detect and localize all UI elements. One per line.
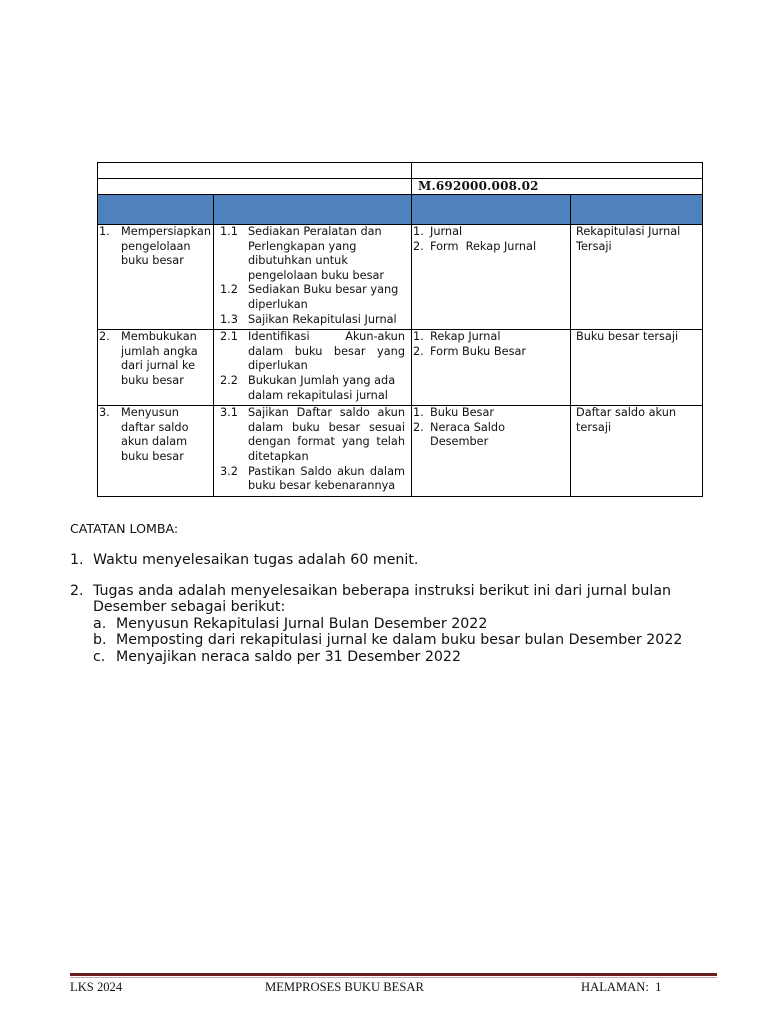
note-text: Tugas anda adalah menyelesaikan beberapa instruksi berikut ini dari jurnal bulan Desember sebagai berikut: xyxy=(93,582,672,615)
instrument-item xyxy=(412,406,570,421)
criteria-item xyxy=(214,465,411,494)
criteria-item xyxy=(214,406,411,464)
note-number: 2. xyxy=(70,582,84,599)
element-number: 1. xyxy=(99,225,110,238)
criteria-text: Sediakan Buku besar yang diperlukan xyxy=(248,283,399,311)
page-footer xyxy=(70,979,717,995)
task-letter: b. xyxy=(93,632,107,648)
element-cell xyxy=(98,225,214,330)
criteria-cell xyxy=(214,225,412,330)
instrument-cell xyxy=(412,406,571,497)
result-text: Daftar saldo akun tersaji xyxy=(576,406,677,434)
result-cell xyxy=(571,406,703,497)
unit-code-left-cell xyxy=(98,179,412,195)
criteria-text: Bukukan Jumlah yang ada dalam rekapitulasi jurnal xyxy=(248,373,396,402)
task-letter: a. xyxy=(93,615,107,632)
instrument-text: Form Rekap Jurnal xyxy=(430,239,537,253)
header-cell-element xyxy=(98,195,214,225)
instrument-number: 1. xyxy=(413,330,424,344)
instrument-text: Neraca Saldo Desember xyxy=(430,420,506,449)
instrument-number: 1. xyxy=(413,406,424,420)
note-body xyxy=(93,583,720,666)
table-top-left-cell xyxy=(98,163,412,179)
criteria-text: Sajikan Rekapitulasi Jurnal xyxy=(248,312,397,326)
task-subitem xyxy=(93,649,720,666)
element-text: Mempersiapkan pengelolaan buku besar xyxy=(121,225,212,268)
instrument-item xyxy=(412,421,570,450)
instrument-item xyxy=(412,225,570,240)
criteria-item xyxy=(214,330,411,374)
note-item xyxy=(70,583,720,666)
criteria-number: 3.2 xyxy=(220,464,238,478)
task-subitem xyxy=(93,632,720,649)
instrument-text: Jurnal xyxy=(430,225,463,238)
criteria-text: Sajikan Daftar saldo akun dalam buku besar sesuai dengan format yang telah ditetapkan xyxy=(248,406,405,463)
instrument-cell xyxy=(412,225,571,330)
note-text: Waktu menyelesaikan tugas adalah 60 menit. xyxy=(93,552,419,568)
result-cell xyxy=(571,330,703,406)
unit-code-row xyxy=(98,179,703,195)
note-number: 1. xyxy=(70,552,84,568)
header-cell-criteria xyxy=(214,195,412,225)
instrument-item xyxy=(412,330,570,345)
criteria-number: 2.2 xyxy=(220,373,238,387)
task-text: Menyusun Rekapitulasi Jurnal Bulan Desember 2022 xyxy=(116,615,488,632)
criteria-item xyxy=(214,225,411,283)
task-letter: c. xyxy=(93,648,106,665)
criteria-item xyxy=(214,313,411,328)
element-cell xyxy=(98,406,214,497)
task-text: Memposting dari rekapitulasi jurnal ke dalam buku besar bulan Desember 2022 xyxy=(116,632,683,648)
footer-divider-thin xyxy=(70,977,717,978)
instrument-number: 1. xyxy=(413,225,424,238)
criteria-number: 2.1 xyxy=(220,330,238,344)
criteria-text: Identifikasi Akun-akun dalam buku besar yang diperlukan xyxy=(248,330,405,373)
competition-notes xyxy=(70,521,720,665)
result-text: Buku besar tersaji xyxy=(576,330,679,344)
instrument-number: 2. xyxy=(413,420,424,434)
criteria-cell xyxy=(214,406,412,497)
instrument-item xyxy=(412,240,570,255)
element-cell xyxy=(98,330,214,406)
footer-event: LKS 2024 xyxy=(70,980,123,994)
competency-table xyxy=(97,162,703,497)
notes-list xyxy=(70,552,720,665)
table-top-row xyxy=(98,163,703,179)
instrument-number: 2. xyxy=(413,239,424,253)
criteria-number: 1.2 xyxy=(220,283,238,297)
criteria-item xyxy=(214,374,411,403)
instrument-number: 2. xyxy=(413,344,424,358)
element-text: Menyusun daftar saldo akun dalam buku besar xyxy=(121,406,189,463)
header-cell-instrument xyxy=(412,195,571,225)
task-subitem xyxy=(93,616,720,633)
criteria-number: 1.3 xyxy=(220,312,238,326)
element-number: 2. xyxy=(99,330,110,344)
table-row xyxy=(98,225,703,330)
header-cell-result xyxy=(571,195,703,225)
table-row xyxy=(98,406,703,497)
instrument-text: Form Buku Besar xyxy=(430,344,527,358)
table-header-row xyxy=(98,195,703,225)
task-text: Menyajikan neraca saldo per 31 Desember 2022 xyxy=(116,648,461,665)
instrument-text: Buku Besar xyxy=(430,406,495,420)
criteria-item xyxy=(214,283,411,312)
criteria-text: Sediakan Peralatan dan Perlengkapan yang dibutuhkan untuk pengelolaan buku besar xyxy=(248,225,385,282)
criteria-text: Pastikan Saldo akun dalam buku besar kebenarannya xyxy=(248,464,405,493)
element-text: Membukukan jumlah angka dari jurnal ke buku besar xyxy=(121,330,198,387)
footer-title: MEMPROSES BUKU BESAR xyxy=(265,980,424,994)
footer-page-number: HALAMAN: 1 xyxy=(581,980,662,994)
result-cell xyxy=(571,225,703,330)
notes-title: CATATAN LOMBA: xyxy=(70,521,179,536)
note-item xyxy=(70,552,720,569)
instrument-cell xyxy=(412,330,571,406)
criteria-number: 1.1 xyxy=(220,225,238,238)
footer-divider xyxy=(70,973,717,976)
instrument-item xyxy=(412,345,570,360)
criteria-number: 3.1 xyxy=(220,406,238,420)
table-row xyxy=(98,330,703,406)
criteria-cell xyxy=(214,330,412,406)
element-number: 3. xyxy=(99,406,110,420)
unit-code: M.692000.008.02 xyxy=(412,179,703,195)
result-text: Rekapitulasi Jurnal Tersaji xyxy=(576,225,681,253)
instrument-text: Rekap Jurnal xyxy=(430,330,501,344)
table-top-right-cell xyxy=(412,163,703,179)
